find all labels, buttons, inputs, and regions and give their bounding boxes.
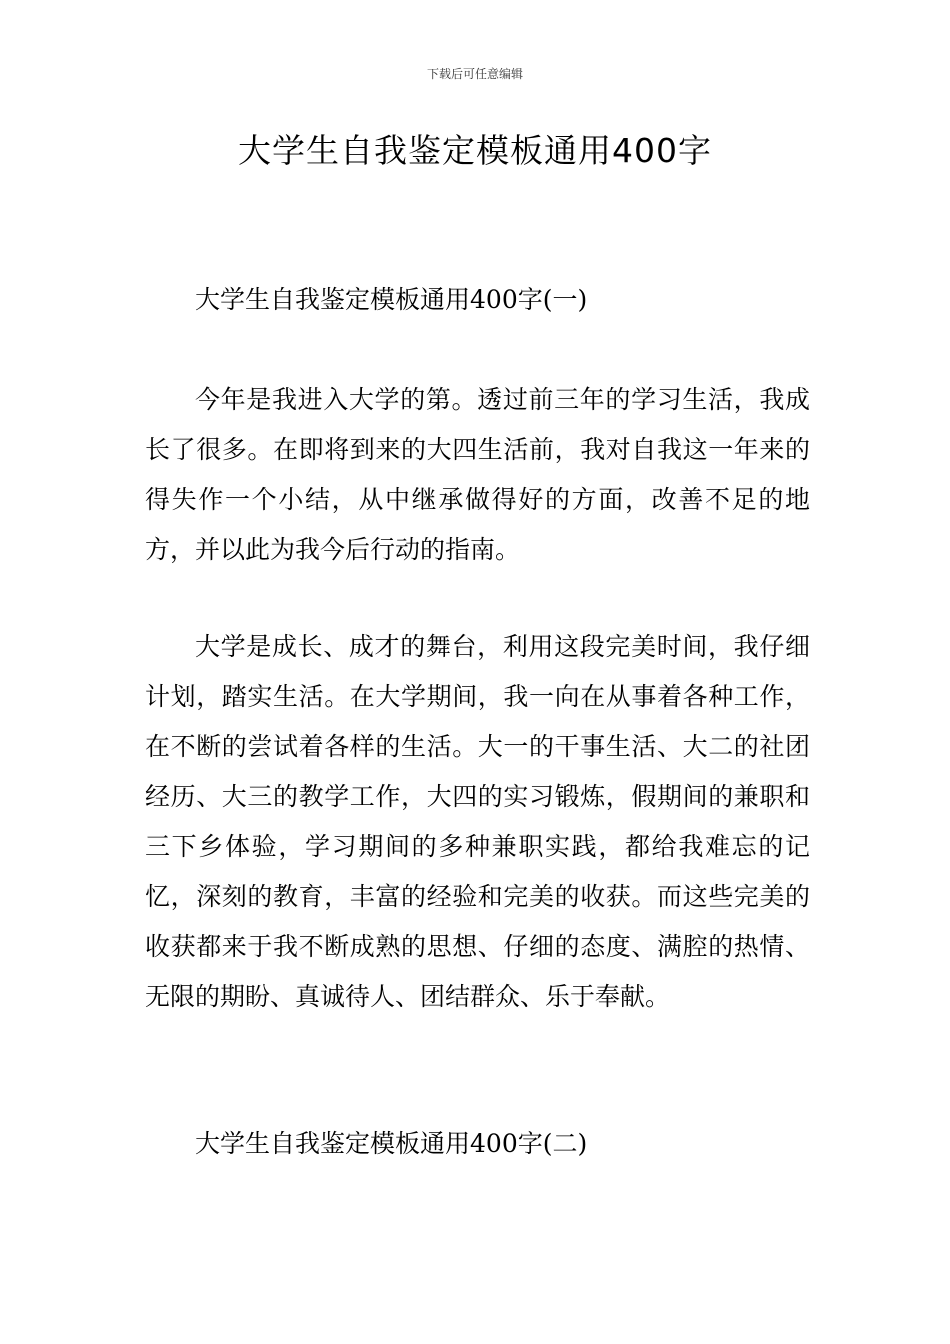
section-heading-1: 大学生自我鉴定模板通用400字(一): [195, 285, 588, 314]
paragraph-1: 今年是我进入大学的第。透过前三年的学习生活，我成长了很多。在即将到来的大四生活前，我对自我这一年来的得失作一个小结，从中继承做得好的方面，改善不足的地方，并以此为我今后行动的指南。: [145, 385, 810, 564]
section-heading-2: 大学生自我鉴定模板通用400字(二): [195, 1129, 588, 1158]
paragraph-2: 大学是成长、成才的舞台，利用这段完美时间，我仔细计划，踏实生活。在大学期间，我一向在从事着各种工作，在不断的尝试着各样的生活。大一的干事生活、大二的社团经历、大三的教学工作，大四的实习锻炼，假期间的兼职和三下乡体验，学习期间的多种兼职实践，都给我难忘的记忆，深刻的教育，丰富的经验和完美的收获。而这些完美的收获都来于我不断成熟的思想、仔细的态度、满腔的热情、无限的期盼、真诚待人、团结群众、乐于奉献。: [145, 632, 810, 1011]
document-title: 大学生自我鉴定模板通用400字: [238, 131, 712, 170]
header-note: 下载后可任意编辑: [426, 67, 523, 81]
